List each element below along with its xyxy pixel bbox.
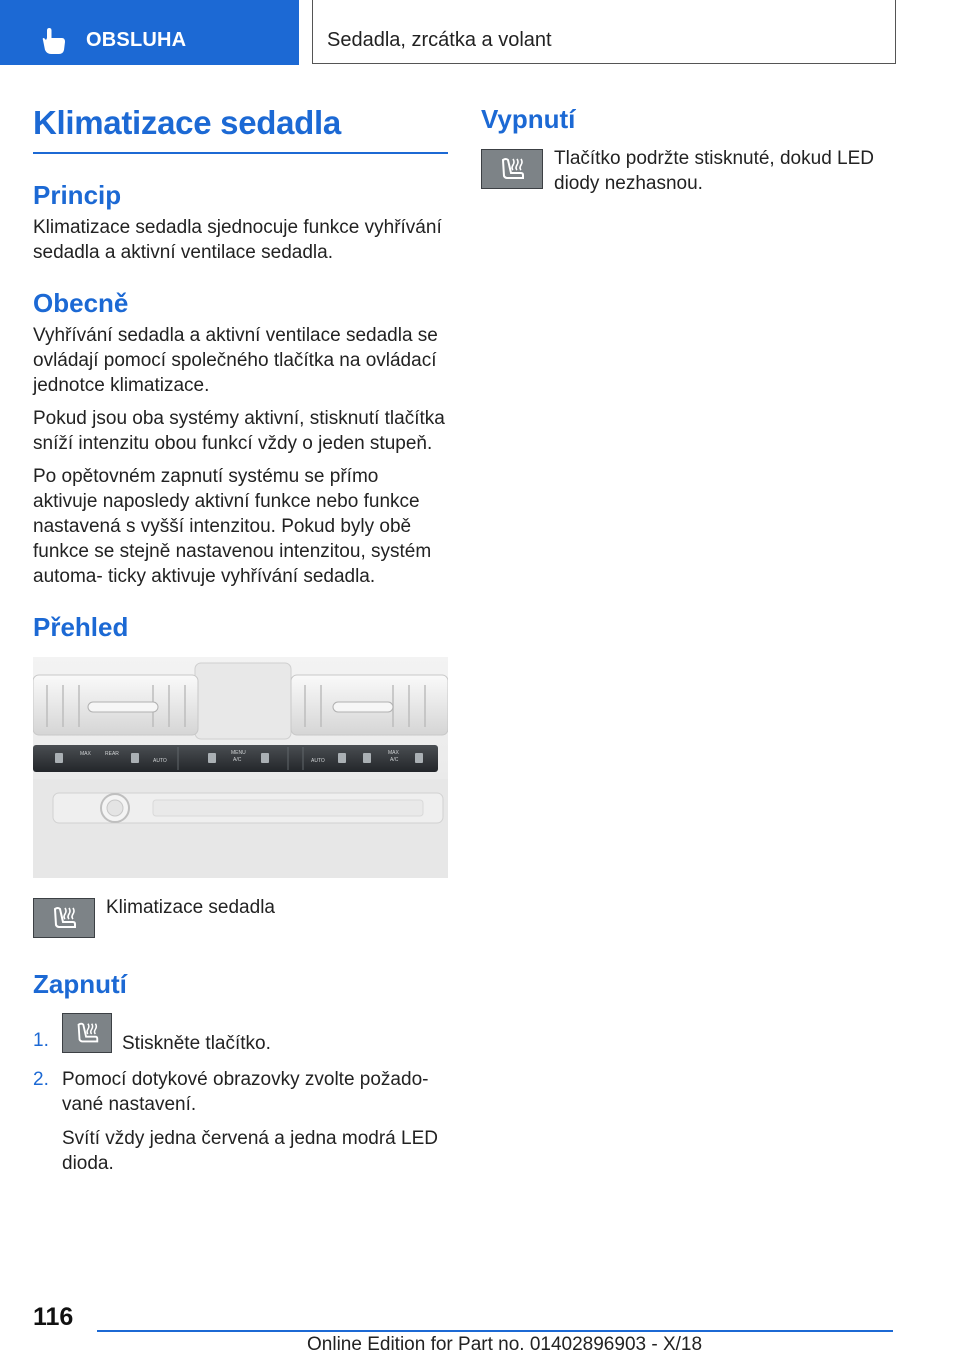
left-column — [33, 98, 448, 1176]
heading-switch-on: Zapnutí — [33, 969, 127, 999]
seat-climate-icon — [497, 156, 527, 182]
heading-general: Obecně — [33, 288, 129, 318]
svg-text:MAX: MAX — [80, 751, 91, 757]
header-section-title: Sedadla, zrcátka a volant — [327, 29, 552, 51]
chapter-title: Klimatizace sedadla — [33, 104, 341, 141]
header-chapter-tab — [0, 0, 299, 65]
general-paragraph-2: Pokud jsou oba systémy aktivní, stisknutí tlačítka sníží intenzitu obou funkcí vždy o jeden stupeň. — [33, 408, 445, 454]
svg-text:A/C: A/C — [390, 757, 399, 763]
seat-climate-button-icon — [481, 149, 543, 189]
heading-principle: Princip — [33, 180, 122, 210]
seat-climate-inline-icon — [62, 1013, 112, 1053]
svg-text:REAR: REAR — [105, 751, 119, 757]
icon-caption: Klimatizace sedadla — [106, 897, 275, 918]
step-2-subtext: Svítí vždy jedna červená a jedna modrá LED dioda. — [62, 1128, 438, 1174]
general-paragraph-1: Vyhřívání sedadla a aktivní ventilace sedadla se ovládají pomocí společného tlačítka na ovládací jednotce klimatizace. — [33, 325, 438, 396]
chapter-title-rule — [33, 152, 448, 154]
switch-off-text: Tlačítko podržte stisknuté, dokud LED diody nezhasnou. — [554, 148, 874, 194]
heading-overview: Přehled — [33, 612, 129, 642]
list-number: 1. — [33, 1030, 49, 1051]
header-chapter-label: OBSLUHA — [86, 29, 187, 51]
pointing-hand-icon — [40, 28, 66, 54]
header-section-box — [312, 0, 896, 64]
list-item-step-2 — [33, 1067, 448, 1176]
right-column — [481, 98, 896, 196]
switch-off-row — [481, 149, 896, 196]
page-number: 116 — [33, 1303, 74, 1331]
footer-rule — [97, 1330, 893, 1332]
svg-text:MENU: MENU — [231, 750, 246, 756]
svg-text:AUTO: AUTO — [311, 758, 325, 764]
seat-climate-icon — [49, 905, 79, 931]
svg-text:A/C: A/C — [233, 757, 242, 763]
principle-text: Klimatizace sedadla sjednocuje funkce vyhřívání sedadla a aktivní ventilace sedadla. — [33, 217, 442, 263]
svg-text:AUTO: AUTO — [153, 758, 167, 764]
footer-edition-text: Online Edition for Part no. 01402896903 - X/18 — [307, 1334, 703, 1355]
step-2-text: Pomocí dotykové obrazovky zvolte požado- vané nastavení. — [62, 1069, 429, 1115]
list-number: 2. — [33, 1069, 49, 1090]
climate-control-photo — [33, 657, 448, 878]
icon-caption-row — [33, 898, 448, 938]
seat-climate-button-icon — [33, 898, 95, 938]
list-item-step-1 — [33, 1013, 448, 1053]
step-1-text: Stiskněte tlačítko. — [122, 1033, 271, 1054]
climate-panel-illustration — [33, 657, 448, 878]
seat-climate-icon — [73, 1020, 101, 1046]
general-paragraph-3: Po opětovném zapnutí systému se přímo aktivuje naposledy aktivní funkce nebo funkce nastavená s vyšší intenzitou. Pokud byly obě funkce se stejně nastavenou intenzitou, systém automa- ticky aktivuje vyhřívání sedadla. — [33, 466, 432, 587]
heading-switch-off: Vypnutí — [481, 104, 576, 134]
svg-text:MAX: MAX — [388, 750, 399, 756]
